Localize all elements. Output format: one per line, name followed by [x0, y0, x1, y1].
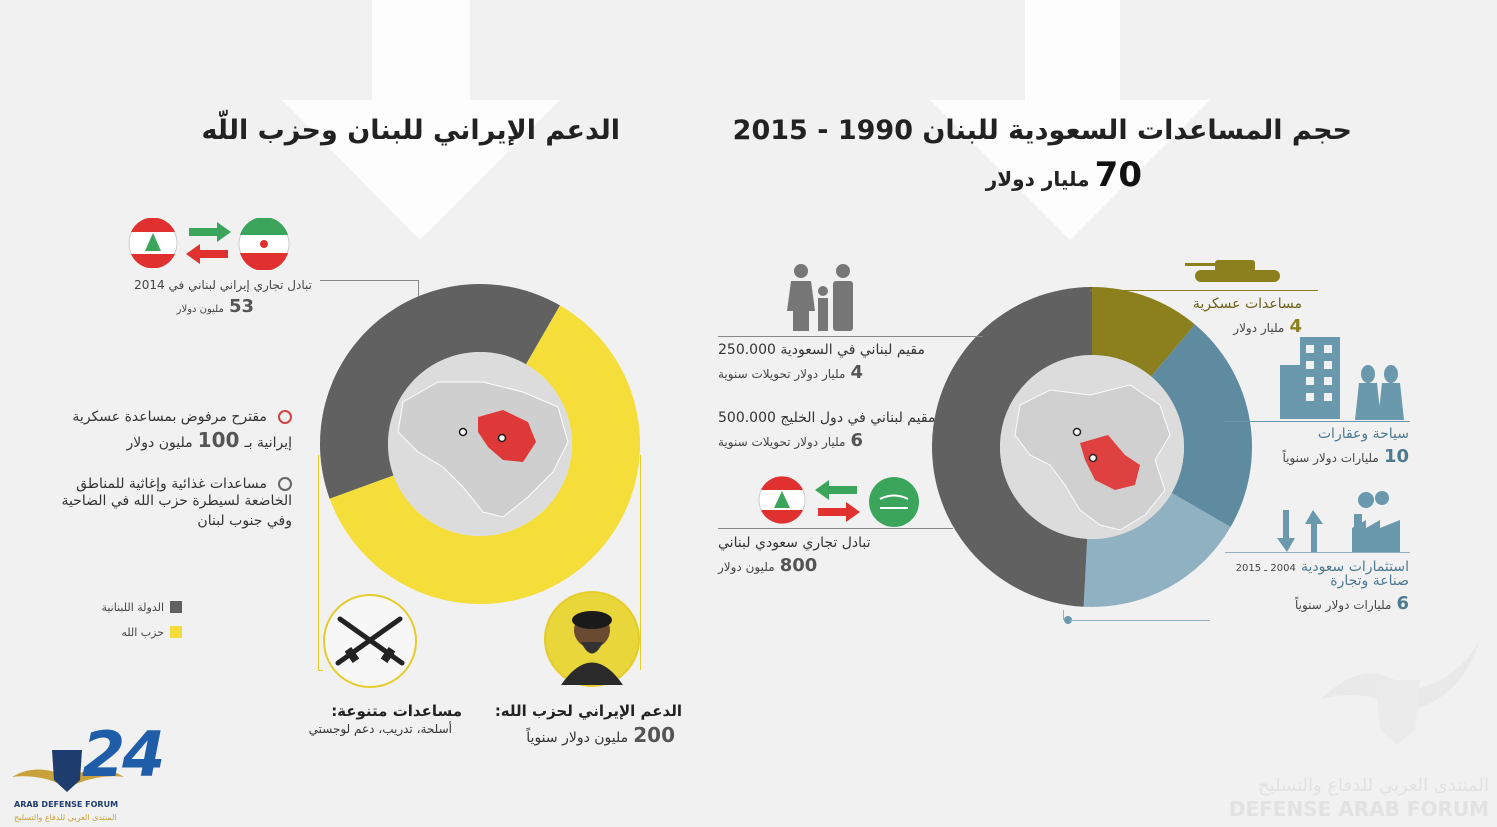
- military-value: 4: [1289, 316, 1302, 337]
- military-label: مساعدات عسكرية: [1192, 296, 1302, 312]
- tourism-value: 10: [1383, 446, 1409, 467]
- investment-label2: صناعة وتجارة: [1330, 573, 1409, 589]
- legend: [101, 596, 182, 640]
- lebanon-flag-icon: [758, 476, 806, 524]
- residents-gulf-value-row: [718, 430, 863, 451]
- tourism-unit: مليارات دولار سنوياً: [1282, 451, 1379, 465]
- residents-gulf-unit: مليار دولار تحويلات سنوية: [718, 435, 846, 449]
- tank-icon: [1185, 252, 1290, 292]
- residents-saudi-value: 4: [850, 362, 864, 383]
- iran-donut-chart: [318, 282, 643, 607]
- watermark-line1: المنتدى العربي للدفاع والتسليح: [1258, 775, 1489, 796]
- lebanon-flag-icon: [128, 218, 178, 268]
- iran-flag-icon: [238, 218, 290, 270]
- residents-saudi-value-row: [718, 362, 863, 383]
- watermark-emblem: [1300, 620, 1490, 770]
- iran-trade-label: تبادل تجاري إيراني لبناني في 2014: [134, 278, 312, 292]
- exchange-arrows-icon: [815, 480, 860, 522]
- iran-item1-line2-row: [127, 428, 292, 452]
- legend-item-state: الدولة اللبنانية: [101, 596, 182, 615]
- item1-marker-icon: [278, 410, 292, 424]
- residents-saudi-unit: مليار دولار تحويلات سنوية: [718, 367, 846, 381]
- item2-marker-icon: [278, 477, 292, 491]
- hezbollah-support-unit: مليون دولار سنوياً: [526, 730, 629, 746]
- military-unit: مليار دولار: [1233, 321, 1285, 335]
- iran-trade-value-row: [177, 296, 254, 317]
- hezbollah-support-value-row: [526, 723, 675, 747]
- iran-item2-line1: مساعدات غذائية وإغاثية للمناطق: [76, 476, 267, 492]
- saudi-total: [986, 155, 1142, 195]
- logo-line2: المنتدى العربي للدفاع والتسليح: [14, 813, 117, 822]
- residents-saudi-label: 250.000 مقيم لبناني في السعودية: [718, 342, 925, 358]
- hezbollah-support-label: الدعم الإيراني لحزب الله:: [494, 702, 682, 720]
- investment-label: استثمارات سعودية: [1300, 559, 1409, 575]
- family-icon: [785, 263, 860, 331]
- saudi-donut-chart: [930, 285, 1255, 610]
- hezbollah-support-value: 200: [633, 723, 675, 747]
- rifles-icon: [322, 593, 418, 689]
- iran-item1-line1-row: [72, 406, 292, 425]
- investment-value: 6: [1396, 593, 1409, 614]
- iran-item2-line1-row: [76, 473, 292, 492]
- military-value-row: [1233, 316, 1302, 337]
- iran-item1-pre: إيرانية بـ: [244, 435, 292, 451]
- saudi-trade-value-row: [718, 555, 817, 576]
- iran-trade-value: 53: [228, 296, 254, 317]
- saudi-total-number: 70: [1094, 155, 1142, 195]
- legend-item-hezbollah: حزب الله: [101, 621, 182, 640]
- investment-unit: مليارات دولار سنوياً: [1294, 598, 1392, 612]
- various-aid-sub: أسلحة، تدريب، دعم لوجستي: [308, 722, 452, 736]
- factory-icon: [1352, 490, 1402, 552]
- saudi-trade-unit: مليون دولار: [718, 560, 775, 574]
- investment-years: 2004 ـ 2015: [1235, 563, 1296, 574]
- watermark-line2: DEFENSE ARAB FORUM: [1228, 797, 1489, 821]
- saudi-flag-icon: [868, 476, 920, 528]
- residents-gulf-label: 500.000 مقيم لبناني في دول الخليج: [718, 410, 936, 426]
- tourism-label: سياحة وعقارات: [1317, 426, 1409, 442]
- arrows-icon: [1277, 510, 1332, 552]
- iran-item2-line2: الخاضعة لسيطرة حزب الله في الضاحية: [61, 493, 292, 509]
- iran-item1-value: 100: [197, 428, 240, 452]
- saudi-trade-label: تبادل تجاري سعودي لبناني: [718, 535, 871, 551]
- saudi-title: حجم المساعدات السعودية للبنان 1990 - 2015: [732, 115, 1352, 146]
- saudi-trade-value: 800: [779, 555, 818, 576]
- logo-number: 24: [82, 718, 163, 791]
- iran-item1-line1: مقترح مرفوض بمساعدة عسكرية: [72, 409, 267, 425]
- iran-title: الدعم الإيراني للبنان وحزب اللّه: [201, 115, 620, 146]
- investment-value-row: [1295, 593, 1409, 614]
- logo-line1: ARAB DEFENSE FORUM: [14, 800, 119, 809]
- portrait-icon: [543, 590, 641, 688]
- saudi-total-unit: مليار دولار: [985, 167, 1090, 191]
- exchange-arrows-icon: [186, 222, 231, 264]
- iran-item1-unit: مليون دولار: [126, 435, 193, 451]
- tourism-value-row: [1282, 446, 1409, 467]
- residents-gulf-value: 6: [850, 430, 864, 451]
- women-icon: [1355, 365, 1405, 420]
- iran-item2-line3: وفي جنوب لبنان: [197, 513, 292, 529]
- iran-trade-unit: مليون دولار: [176, 304, 224, 315]
- various-aid-label: مساعدات متنوعة:: [331, 702, 462, 720]
